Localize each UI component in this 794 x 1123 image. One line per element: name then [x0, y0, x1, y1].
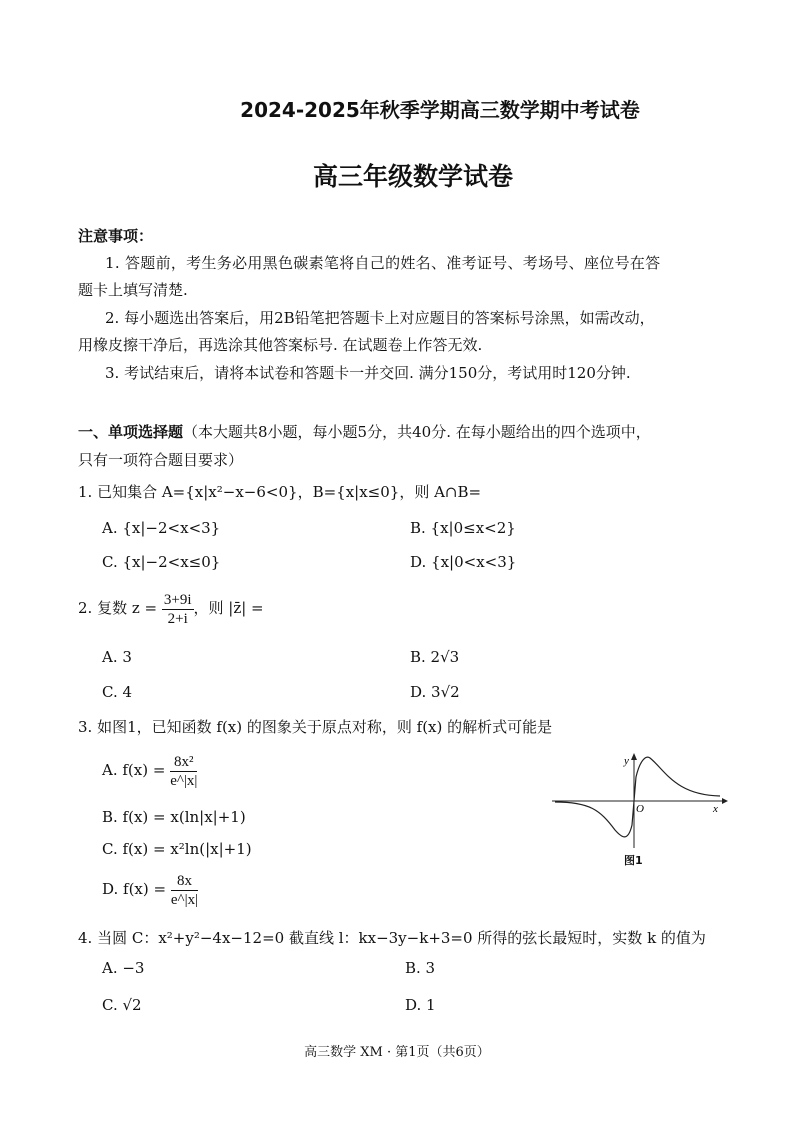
q3-a-numerator: 8x²: [170, 753, 197, 772]
q4-stem: 4. 当圆 C：x²+y²−4x−12=0 截直线 l：kx−3y−k+3=0 所得的弦长最短时，实数 k 的值为: [78, 929, 706, 947]
notice-line: 2. 每小题选出答案后，用2B铅笔把答题卡上对应题目的答案标号涂黑，如需改动，: [105, 309, 655, 327]
exam-title: 2024-2025年秋季学期高三数学期中考试卷: [240, 98, 640, 122]
q3-d-numerator: 8x: [171, 872, 198, 891]
q3-d-pre: D. f(x) =: [102, 880, 167, 898]
q2-stem-pre: 2. 复数 z =: [78, 599, 158, 617]
q1-option-a: A. {x|−2<x<3}: [102, 519, 221, 537]
figure-1-graph: [550, 750, 730, 850]
q3-option-c: C. f(x) = x²ln(|x|+1): [102, 840, 252, 858]
q4-option-a: A. −3: [102, 959, 145, 977]
q2-fraction: [162, 591, 194, 628]
exam-subtitle: 高三年级数学试卷: [312, 162, 513, 191]
q3-a-pre: A. f(x) =: [102, 761, 166, 779]
q3-d-fraction: [171, 872, 198, 909]
q1-option-b: B. {x|0≤x<2}: [410, 519, 516, 537]
q3-d-denominator: e^|x|: [170, 891, 199, 908]
q3-a-denominator: e^|x|: [170, 772, 198, 789]
notice-line: 用橡皮擦干净后，再选涂其他答案标号. 在试题卷上作答无效.: [78, 336, 483, 354]
q2-option-c: C. 4: [102, 683, 133, 701]
q2-stem-post: ，则 |z̄| =: [193, 599, 264, 617]
section-desc-2: 只有一项符合题目要求）: [78, 451, 244, 469]
q2-option-a: A. 3: [102, 648, 132, 666]
origin-label: O: [636, 803, 644, 815]
q1-stem: 1. 已知集合 A={x|x²−x−6<0}，B={x|x≤0}，则 A∩B=: [78, 483, 482, 501]
q3-a-fraction: [170, 753, 197, 790]
q4-option-b: B. 3: [405, 959, 436, 977]
function-curve: [555, 757, 720, 837]
q2-numerator: 3+9i: [163, 591, 192, 608]
q2-option-b: B. 2√3: [410, 648, 460, 666]
q1-option-d: D. {x|0<x<3}: [410, 553, 517, 571]
page-footer: 高三数学 XM · 第1页（共6页）: [304, 1045, 490, 1060]
y-axis-label: y: [624, 755, 629, 767]
q3-stem: 3. 如图1，已知函数 f(x) 的图象关于原点对称，则 f(x) 的解析式可能是: [78, 718, 553, 736]
q2-option-d: D. 3√2: [410, 683, 460, 701]
notice-heading: 注意事项：: [78, 227, 154, 245]
q1-option-c: C. {x|−2<x≤0}: [102, 553, 221, 571]
q2-stem: [78, 588, 264, 628]
section-title: 一、单项选择题: [78, 423, 184, 441]
section-heading: [78, 422, 651, 442]
notice-line: 3. 考试结束后，请将本试卷和答题卡一并交回. 满分150分，考试用时120分钟.: [105, 364, 631, 382]
y-axis-arrow: [631, 753, 637, 760]
notice-line: 1. 答题前，考生务必用黑色碳素笔将自己的姓名、准考证号、考场号、座位号在答: [105, 254, 661, 272]
x-axis-label: x: [713, 803, 718, 815]
figure-caption: 图1: [624, 854, 643, 867]
q4-option-d: D. 1: [405, 996, 436, 1014]
section-desc: （本大题共8小题，每小题5分，共40分. 在每小题给出的四个选项中，: [183, 423, 651, 441]
notice-line: 题卡上填写清楚.: [78, 281, 188, 299]
q3-option-b: B. f(x) = x(ln|x|+1): [102, 808, 246, 826]
q2-denominator: 2+i: [167, 610, 188, 627]
q3-option-a: [102, 750, 197, 790]
q3-option-d: [102, 869, 198, 909]
q4-option-c: C. √2: [102, 996, 142, 1014]
x-axis-arrow: [722, 798, 728, 804]
